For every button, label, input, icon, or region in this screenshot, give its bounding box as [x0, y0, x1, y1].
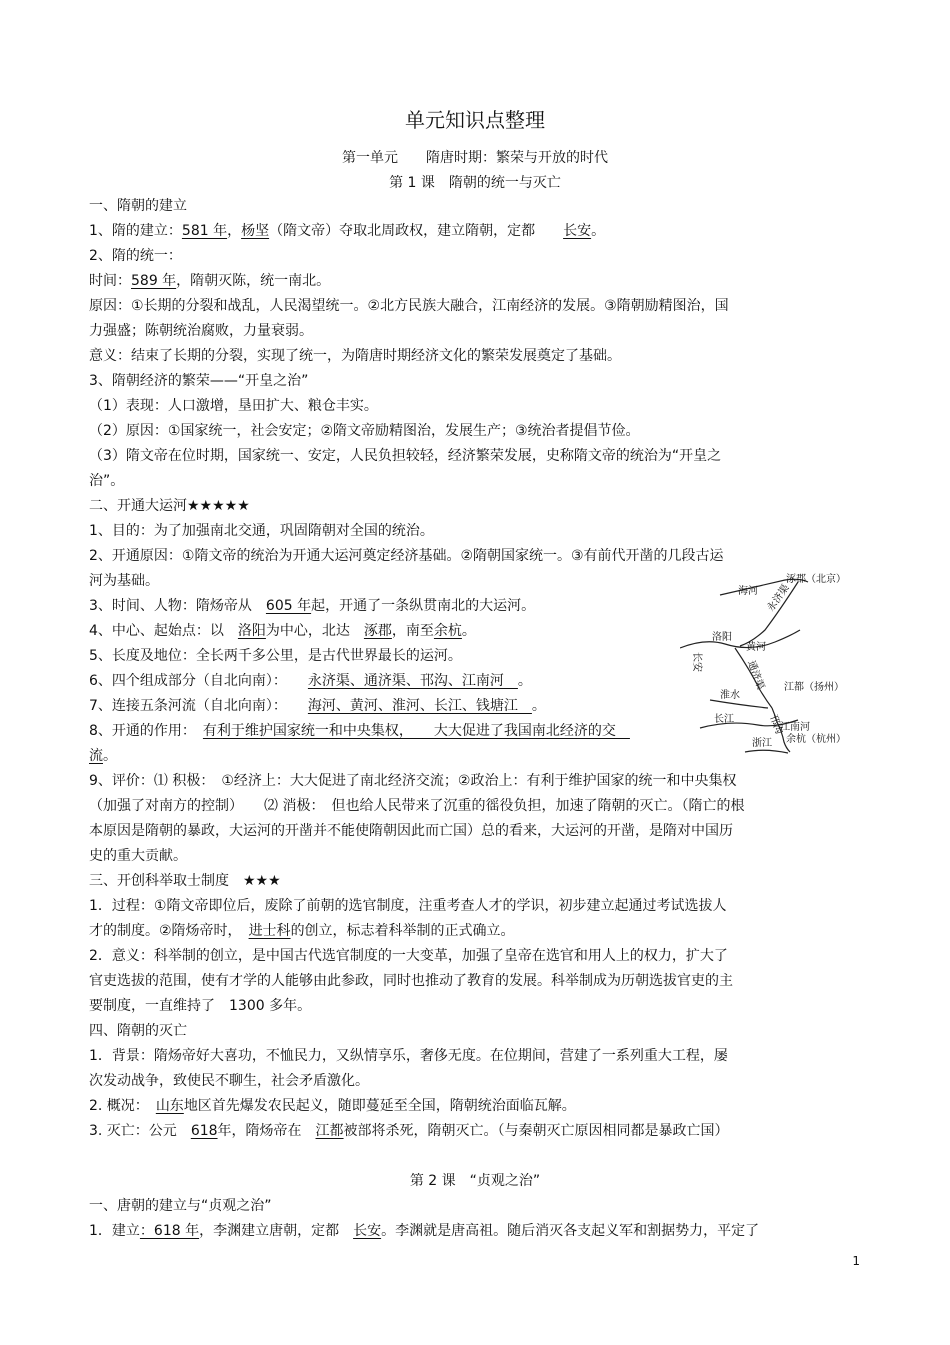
page-title: 单元知识点整理	[405, 108, 545, 132]
text-line: 1、隋的建立：581 年，杨坚（隋文帝）夺取北周政权，建立隋朝，定都 长安。	[89, 223, 606, 239]
map-label: 余杭（杭州）	[786, 734, 846, 745]
huai-river	[710, 700, 768, 708]
text-line: 官吏选拔的范围，使有才学的人能够由此参政，同时也推动了教育的发展。科举制成为历朝选拔官吏的主	[89, 973, 733, 989]
text-line: 才的制度。②隋炀帝时， 进士科的创立，标志着科举制的正式确立。	[89, 923, 515, 939]
section-heading: 二、开通大运河★★★★★	[89, 498, 250, 514]
text-line: 5、长度及地位：全长两千多公里，是古代世界最长的运河。	[89, 648, 462, 664]
lesson1-heading: 第 1 课 隋朝的统一与灭亡	[389, 175, 561, 191]
text-line: 次发动战争，致使民不聊生，社会矛盾激化。	[89, 1073, 369, 1089]
text-line: 流。	[89, 748, 117, 764]
text-line: 2、开通原因：①隋文帝的统治为开通大运河奠定经济基础。②隋朝国家统一。③有前代开凿的几段古运	[89, 548, 724, 564]
map-label: 淮水	[720, 690, 740, 701]
map-label: 永济渠	[765, 582, 792, 614]
text-line: 2. 概况： 山东地区首先爆发农民起义，随即蔓延至全国，隋朝统治面临瓦解。	[89, 1098, 576, 1114]
section-heading: 一、唐朝的建立与“贞观之治”	[89, 1198, 272, 1214]
map-label: 邗沟	[767, 713, 785, 736]
text-line: 4、中心、起始点：以 洛阳为中心，北达 涿郡，南至余杭。	[89, 623, 476, 639]
text-line: 3、时间、人物：隋炀帝从 605 年起，开通了一条纵贯南北的大运河。	[89, 598, 536, 614]
text-line: 1．过程：①隋文帝即位后，废除了前朝的选官制度，注重考查人才的学识，初步建立起通过考试选拔人	[89, 898, 727, 914]
text-line: 原因：①长期的分裂和战乱，人民渴望统一。②北方民族大融合，江南经济的发展。③隋朝励精图治，国	[89, 298, 729, 314]
text-line: 本原因是隋朝的暴政，大运河的开凿并不能使隋朝因此而亡国）总的看来，大运河的开凿，是隋对中国历	[89, 823, 733, 839]
text-line: 3. 灭亡：公元 618年，隋炀帝在 江都被部将杀死，隋朝灭亡。（与秦朝灭亡原因相同都是暴政亡国）	[89, 1123, 729, 1139]
text-line: 河为基础。	[89, 573, 159, 589]
map-label: 江南河	[780, 722, 810, 733]
map-label: 洛阳	[712, 632, 732, 643]
section-heading: 三、开创科举取士制度 ★★★	[89, 873, 281, 889]
map-label: 浙江	[752, 738, 772, 749]
text-line: （1）表现：人口激增，垦田扩大、粮仓丰实。	[89, 398, 378, 414]
map-label: 江都（扬州）	[784, 682, 844, 693]
text-line: 1．建立：618 年，李渊建立唐朝，定都 长安。李渊就是唐高祖。随后消灭各支起义军和割据势力，平定了	[89, 1223, 760, 1239]
grand-canal-map	[680, 570, 860, 760]
text-line: 6、四个组成部分（自北向南）： 永济渠、通济渠、邗沟、江南河 。	[89, 673, 532, 689]
lesson2-heading: 第 2 课 “贞观之治”	[409, 1173, 541, 1189]
map-label: 黄河	[746, 642, 766, 653]
text-line: 1、目的：为了加强南北交通，巩固隋朝对全国的统治。	[89, 523, 434, 539]
text-line: 9、评价：⑴ 积极： ①经济上：大大促进了南北经济交流；②政治上：有利于维护国家的统一和中央集权	[89, 773, 737, 789]
text-line: （3）隋文帝在位时期，国家统一、安定，人民负担较轻，经济繁荣发展，史称隋文帝的统治为“开皇之	[89, 448, 722, 464]
qiantang-river	[745, 750, 788, 753]
text-line: 治”。	[89, 473, 125, 489]
text-line: 力强盛；陈朝统治腐败，力量衰弱。	[89, 323, 313, 339]
text-line: 2．意义：科举制的创立，是中国古代选官制度的一大变革，加强了皇帝在选官和用人上的权力，扩大了	[89, 948, 728, 964]
text-line: 8、开通的作用： 有利于维护国家统一和中央集权， 大大促进了我国南北经济的交	[89, 723, 630, 739]
unit-heading: 第一单元 隋唐时期：繁荣与开放的时代	[342, 150, 608, 166]
section-heading: 一、隋朝的建立	[89, 198, 187, 214]
text-line: 时间：589 年，隋朝灭陈，统一南北。	[89, 273, 331, 289]
text-line: 1．背景：隋炀帝好大喜功，不恤民力，又纵情享乐，奢侈无度。在位期间，营建了一系列重大工程，屡	[89, 1048, 728, 1064]
text-line: 意义：结束了长期的分裂，实现了统一，为隋唐时期经济文化的繁荣发展奠定了基础。	[89, 348, 621, 364]
text-line: （2）原因：①国家统一，社会安定；②隋文帝励精图治，发展生产；③统治者提倡节俭。	[89, 423, 640, 439]
text-line: 7、连接五条河流（自北向南）： 海河、黄河、淮河、长江、钱塘江 。	[89, 698, 546, 714]
map-label: 长江	[714, 714, 734, 725]
page-number: 1	[852, 1254, 860, 1268]
text-line: 要制度，一直维持了 1300 多年。	[89, 998, 312, 1014]
huanghe-river	[680, 630, 800, 648]
text-line: （加强了对南方的控制） ⑵ 消极： 但也给人民带来了沉重的徭役负担，加速了隋朝的灭亡。（隋亡的根	[89, 798, 745, 814]
text-line: 3、隋朝经济的繁荣——“开皇之治”	[89, 373, 309, 389]
section-heading: 四、隋朝的灭亡	[89, 1023, 187, 1039]
map-label: 长安	[691, 652, 702, 672]
map-label: 通济渠	[745, 659, 766, 692]
map-label: 涿郡（北京）	[786, 574, 846, 585]
map-label: 海河	[738, 586, 758, 597]
text-line: 2、隋的统一：	[89, 248, 182, 264]
text-line: 史的重大贡献。	[89, 848, 187, 864]
